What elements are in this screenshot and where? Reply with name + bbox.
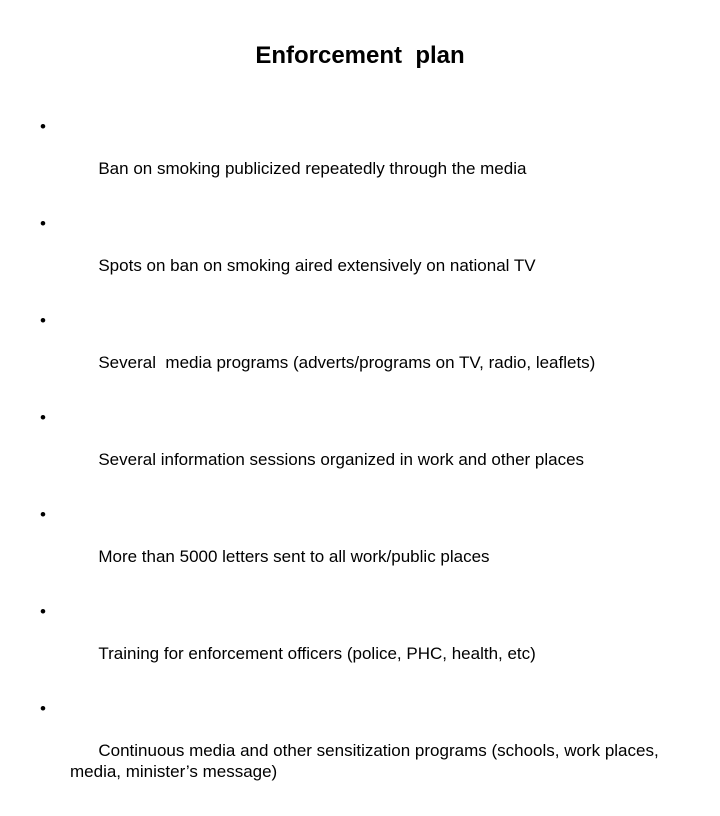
bullet-icon: • — [40, 505, 46, 524]
bullet-text: Training for enforcement officers (police, PHC, health, etc) — [98, 644, 536, 663]
bullet-icon: • — [40, 699, 46, 718]
bullet-text: Several information sessions organized in work and other places — [98, 450, 585, 469]
bullet-item — [40, 213, 690, 297]
bullet-text: Spots on ban on smoking aired extensively on national TV — [98, 256, 536, 275]
slide-title: Enforcement plan — [255, 42, 465, 69]
bullet-icon: • — [40, 311, 46, 330]
bullet-item — [40, 601, 690, 685]
bullet-text: Continuous media and other sensitization programs (schools, work places, media, minister’s message) — [70, 741, 664, 781]
bullet-item — [40, 407, 690, 491]
bullet-item — [40, 310, 690, 394]
bullet-icon: • — [40, 408, 46, 427]
bullet-list — [40, 116, 690, 816]
bullet-text: Several media programs (adverts/programs on TV, radio, leaflets) — [98, 353, 596, 372]
bullet-item — [40, 504, 690, 588]
bullet-icon: • — [40, 117, 46, 136]
bullet-icon: • — [40, 214, 46, 233]
bullet-item — [40, 698, 690, 803]
bullet-icon: • — [40, 602, 46, 621]
bullet-text: Ban on smoking publicized repeatedly through the media — [98, 159, 527, 178]
bullet-item — [40, 116, 690, 200]
bullet-text: More than 5000 letters sent to all work/public places — [98, 547, 490, 566]
